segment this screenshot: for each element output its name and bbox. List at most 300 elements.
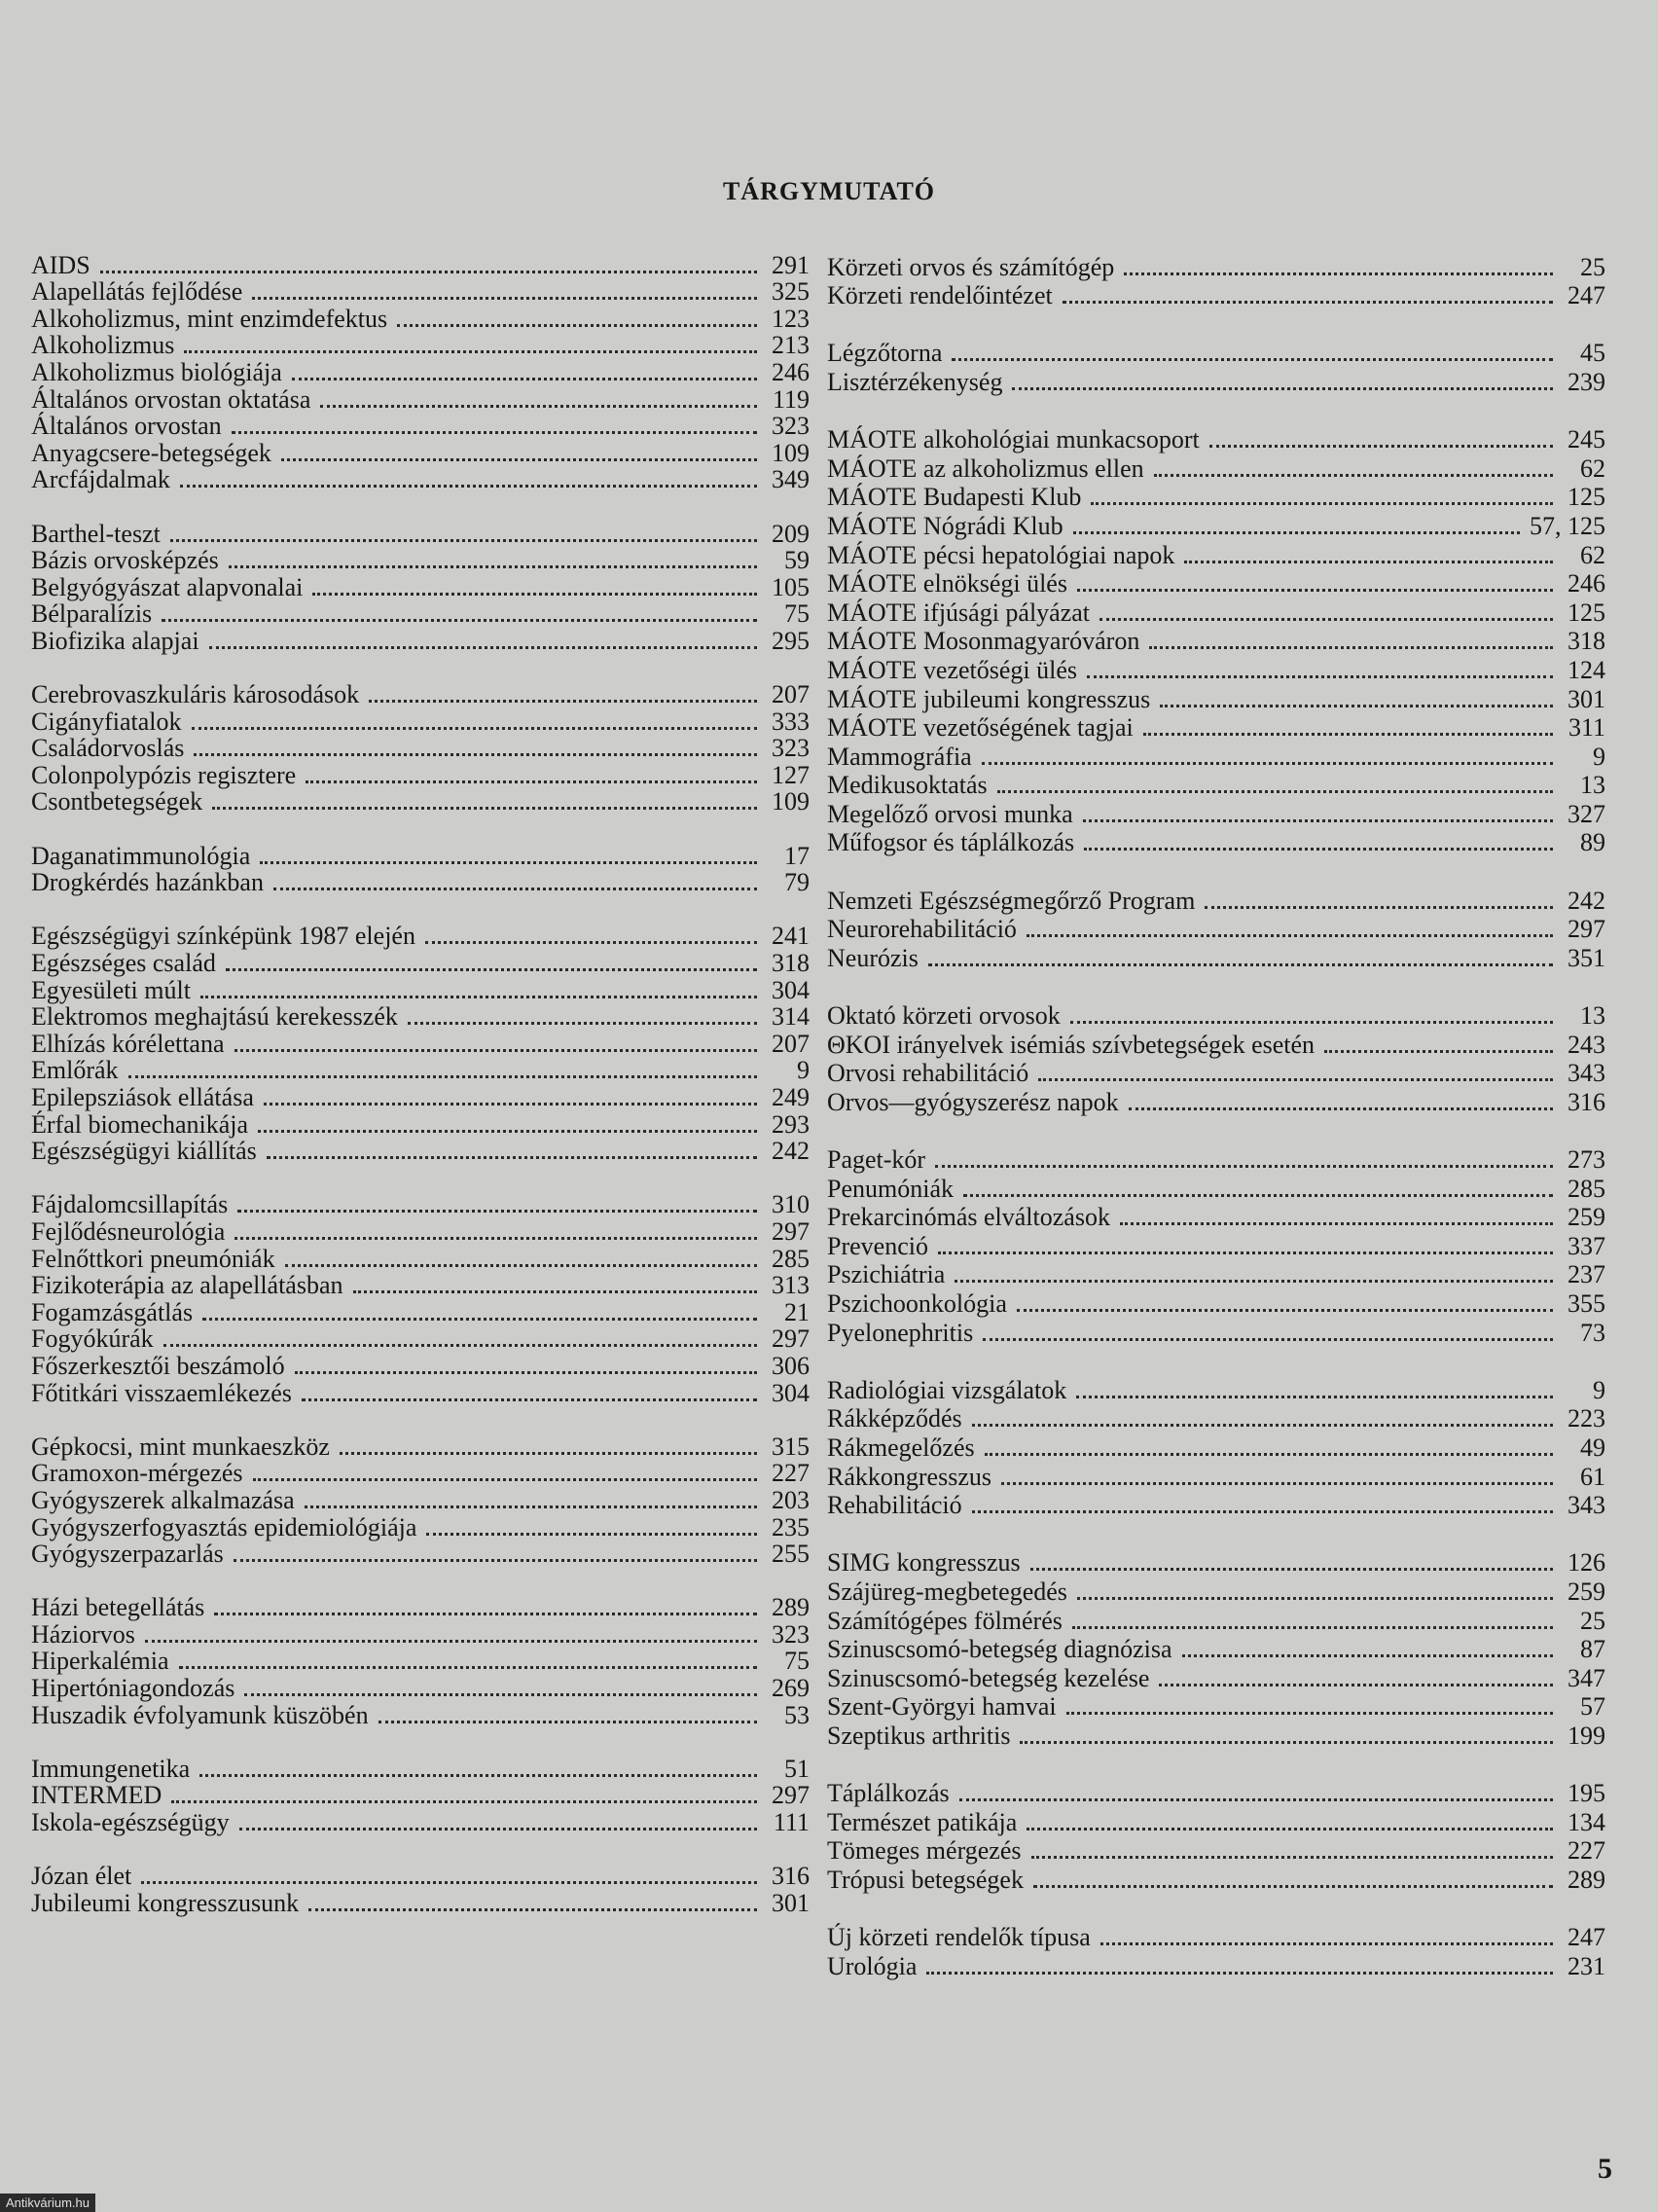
index-term: Alkoholizmus [31,331,175,360]
index-term: Emlőrák [31,1056,119,1085]
index-entry [31,1432,810,1460]
dot-leader [1020,1741,1553,1744]
dot-leader [1072,1626,1553,1629]
dot-leader [985,1453,1553,1456]
index-letter-group [827,885,1605,971]
dot-leader [179,1666,758,1669]
index-term: Háziorvos [31,1619,135,1649]
index-entry [827,251,1605,280]
index-page-ref: 327 [1568,799,1605,828]
dot-leader [928,963,1553,966]
dot-leader [234,1049,757,1052]
dot-leader [253,1478,757,1481]
index-page-ref: 297 [772,1216,810,1246]
index-entry [827,1287,1605,1317]
index-page-ref: 49 [1580,1432,1605,1462]
index-term: Pyelonephritis [827,1318,974,1347]
dot-leader [353,1290,757,1293]
index-entry [827,1432,1605,1461]
index-term: Szájüreg-megbetegedés [827,1577,1067,1606]
index-term: Anyagcsere-betegségek [31,438,271,467]
dot-leader [128,1075,757,1078]
index-page-ref: 246 [772,357,810,386]
index-entry [827,1173,1605,1202]
index-entry [827,424,1605,453]
index-entry [31,1701,810,1728]
index-entry [827,539,1605,568]
index-entry [827,1576,1605,1605]
index-entry [31,385,810,413]
dot-leader [264,1103,757,1106]
dot-leader [258,1130,757,1133]
index-term: Általános orvostan [31,412,222,441]
index-page-ref: 45 [1580,339,1605,368]
index-entry [827,1634,1605,1663]
index-term: Epilepsziások ellátása [31,1083,254,1111]
index-page-ref: 333 [772,707,810,736]
index-letter-group [827,251,1605,308]
index-entry [827,1374,1605,1403]
index-page-ref: 343 [1568,1491,1605,1520]
index-entry [827,1691,1605,1721]
index-page-ref: 125 [1568,598,1605,627]
index-page-ref: 195 [1568,1779,1605,1808]
dot-leader [163,1344,757,1347]
index-page-ref: 297 [1568,915,1605,944]
index-term: Biofizika alapjai [31,626,199,655]
index-entry [31,1541,810,1568]
dot-leader [397,324,757,327]
dot-leader [199,1774,757,1777]
index-page-ref: 343 [1568,1059,1605,1088]
dot-leader [212,807,757,810]
index-page-ref: 311 [1568,713,1605,743]
index-entry [827,568,1605,598]
index-entry [31,949,810,976]
index-entry [31,573,810,600]
index-term: MÁOTE pécsi hepatológiai napok [827,540,1175,569]
index-term: Rákmegelőzés [827,1432,975,1462]
index-term: Táplálkozás [827,1779,950,1808]
index-letter-group [827,338,1605,395]
index-term: Fizikoterápia az alapellátásban [31,1271,343,1300]
dot-leader [1030,1568,1553,1571]
dot-leader [292,378,757,381]
index-entry [827,366,1605,395]
index-entry [31,1460,810,1487]
index-entry [827,1403,1605,1432]
dot-leader [244,1693,757,1696]
dot-leader [426,1533,757,1536]
index-page-ref: 314 [772,1002,810,1032]
index-letter-group [827,1374,1605,1518]
index-page-ref: 310 [772,1190,810,1219]
dot-leader [285,1264,757,1267]
dot-leader [1120,1222,1553,1225]
index-page-ref: 323 [772,412,810,441]
index-entry [31,627,810,654]
index-page-ref: 109 [772,438,810,467]
dot-leader [1143,733,1553,736]
index-term: Természet patikája [827,1807,1018,1836]
index-page-ref: 242 [772,1137,810,1166]
index-term: Egyesületi múlt [31,975,191,1004]
dot-leader [214,1613,757,1615]
index-term: Általános orvostan oktatása [31,384,311,414]
index-term: AIDS [31,250,90,279]
index-page-ref: 9 [1593,1375,1605,1404]
index-letter-group [31,1432,810,1567]
index-term: Főtitkári visszaemlékezés [31,1378,292,1407]
dot-leader [100,271,757,273]
dot-leader [1209,445,1553,448]
dot-leader [273,888,757,890]
dot-leader [1083,819,1553,822]
dot-leader [194,753,757,756]
index-term: Pszichiátria [827,1260,946,1289]
dot-leader [1149,646,1553,649]
index-letter-group [827,424,1605,856]
index-term: Medikusoktatás [827,771,988,800]
index-entry [827,1230,1605,1259]
dot-leader [959,1798,1553,1801]
dot-leader [281,458,757,461]
index-term: Szeptikus arthritis [827,1721,1011,1750]
index-page-ref: 297 [772,1324,810,1354]
index-term: Házi betegellátás [31,1593,205,1622]
index-term: Műfogsor és táplálkozás [827,828,1075,857]
index-entry [31,707,810,735]
dot-leader [237,1210,757,1213]
index-entry [31,1674,810,1701]
index-term: MÁOTE Budapesti Klub [827,483,1082,512]
index-entry [827,510,1605,539]
index-entry [827,482,1605,511]
index-letter-group [827,1921,1605,1978]
dot-leader [1077,1597,1553,1600]
index-term: Gépkocsi, mint munkaeszköz [31,1432,330,1461]
dot-leader [952,358,1553,361]
index-page-ref: 293 [772,1109,810,1139]
index-page-ref: 227 [1568,1836,1605,1866]
index-term: MÁOTE Nógrádi Klub [827,511,1063,540]
dot-leader [1182,1654,1553,1657]
index-entry [827,1058,1605,1087]
dot-leader [1084,848,1553,851]
index-entry [31,439,810,466]
dot-leader [180,485,757,488]
index-page-ref: 213 [772,331,810,360]
index-page-ref: 111 [773,1808,810,1837]
dot-leader [972,1424,1553,1427]
index-page-ref: 243 [1568,1030,1605,1059]
index-letter-group [827,1777,1605,1892]
dot-leader [935,1165,1553,1168]
index-entry [827,1202,1605,1231]
index-entry [31,842,810,869]
index-term: Gramoxon-mérgezés [31,1459,243,1488]
dot-leader [202,1318,757,1321]
index-term: MÁOTE vezetőségi ülés [827,655,1078,684]
index-term: Oktató körzeti orvosok [827,1001,1061,1031]
index-page-ref: 318 [772,949,810,978]
index-term: Trópusi betegségek [827,1865,1024,1894]
index-page-ref: 13 [1580,771,1605,800]
dot-leader [997,790,1553,793]
index-entry [31,1030,810,1057]
index-term: Pszichoonkológia [827,1288,1007,1318]
index-page-ref: 318 [1568,627,1605,656]
index-page-ref: 13 [1580,1001,1605,1031]
index-term: Gyógyszerek alkalmazása [31,1485,295,1514]
index-term: Csontbetegségek [31,787,203,816]
index-entry [827,1143,1605,1173]
index-letter-group [827,1143,1605,1345]
dot-leader [1324,1050,1553,1053]
dot-leader [295,1371,757,1374]
dot-leader [226,968,757,971]
index-page-ref: 87 [1580,1635,1605,1664]
index-entry [31,1352,810,1379]
dot-leader [145,1640,757,1643]
index-entry [31,1755,810,1782]
dot-leader [1027,1828,1553,1831]
index-entry [827,1921,1605,1950]
dot-leader [229,565,757,568]
index-entry [31,735,810,762]
index-page-ref: 325 [772,277,810,307]
dot-leader [938,1251,1553,1254]
index-entry [827,712,1605,742]
index-term: Neurorehabilitáció [827,915,1017,944]
index-page-ref: 246 [1568,569,1605,598]
index-page-ref: 199 [1568,1721,1605,1750]
index-entry [827,827,1605,856]
index-page-ref: 207 [772,1029,810,1058]
dot-leader [1033,1885,1553,1888]
index-page-ref: 227 [772,1459,810,1488]
dot-leader [963,1194,1553,1197]
index-page-ref: 62 [1580,540,1605,569]
index-term: Légzőtorna [827,339,943,368]
index-page-ref: 9 [797,1056,810,1085]
index-page-ref: 285 [772,1244,810,1273]
index-term: Neurózis [827,943,919,972]
index-page-ref: 323 [772,734,810,763]
dot-leader [982,762,1553,765]
index-letter-group [31,1863,810,1916]
dot-leader [1031,1856,1554,1859]
index-column-right [827,251,1605,1979]
index-page-ref: 347 [1568,1663,1605,1692]
dot-leader [1100,1942,1553,1945]
index-page-ref: 247 [1568,1923,1605,1952]
index-term: Alapellátás fejlődése [31,277,243,307]
dot-leader [1077,589,1553,592]
dot-leader [260,861,757,864]
index-term: Megelőző orvosi munka [827,799,1073,828]
index-page-ref: 316 [772,1862,810,1891]
index-entry [31,1083,810,1110]
index-page-ref: 351 [1568,943,1605,972]
index-term: Egészségügyi színképünk 1987 elején [31,922,415,951]
dot-leader [234,1559,757,1562]
dot-leader [1017,1309,1553,1312]
dot-leader [972,1510,1553,1513]
dot-leader [232,431,757,434]
index-page-ref: 239 [1568,367,1605,396]
index-page-ref: 134 [1568,1807,1605,1836]
index-page-ref: 89 [1580,828,1605,857]
index-term: Gyógyszerfogyasztás epidemiológiája [31,1512,417,1541]
index-letter-group [31,1755,810,1835]
index-term: Alkoholizmus, mint enzimdefektus [31,304,388,333]
index-entry [31,1863,810,1890]
dot-leader [1063,301,1553,304]
index-term: Huszadik évfolyamunk küszöbén [31,1700,369,1729]
index-term: Barthel-teszt [31,519,161,548]
index-page-ref: 57, 125 [1530,511,1605,540]
dot-leader [1012,387,1553,390]
index-entry [827,338,1605,367]
index-term: Érfal biomechanikája [31,1109,249,1139]
index-entry [827,999,1605,1029]
dot-leader [141,1881,757,1884]
index-term: Fejlődésneurológia [31,1216,226,1246]
index-term: Rákkongresszus [827,1462,991,1491]
index-page-ref: 223 [1568,1404,1605,1433]
index-term: MÁOTE Mosonmagyaróváron [827,627,1140,656]
dot-leader [184,350,757,353]
index-entry [827,280,1605,309]
dot-leader [1205,906,1553,909]
index-page-ref: 349 [772,465,810,494]
index-term: Arcfájdalmak [31,465,170,494]
dot-leader [926,1972,1553,1975]
index-entry [31,1110,810,1138]
index-page-ref: 304 [772,975,810,1004]
index-entry [31,278,810,306]
index-page-ref: 25 [1580,1606,1605,1635]
dot-leader [200,996,757,998]
index-entry [827,1461,1605,1490]
dot-leader [1076,1396,1553,1398]
index-entry [827,654,1605,683]
index-term: Bélparalízis [31,599,153,629]
dot-leader [171,1800,757,1803]
index-term: Hipertóniagondozás [31,1674,235,1703]
index-entry [31,923,810,950]
index-page-ref: 273 [1568,1145,1605,1174]
index-entry [827,1259,1605,1288]
dot-leader [369,700,757,703]
index-entry [31,466,810,493]
index-term: Gyógyszerpazarlás [31,1540,224,1569]
index-entry [31,1138,810,1165]
index-term: Fájdalomcsillapítás [31,1190,229,1219]
index-page-ref: 57 [1580,1692,1605,1722]
dot-leader [1070,1021,1553,1024]
index-term: Egészségügyi kiállítás [31,1137,257,1166]
index-entry [31,1217,810,1245]
index-term: Nemzeti Egészségmegőrző Program [827,886,1196,915]
index-term: Családorvoslás [31,734,185,763]
index-page-ref: 237 [1568,1260,1605,1289]
index-page-ref: 207 [772,680,810,709]
index-page-ref: 337 [1568,1231,1605,1260]
index-page-ref: 235 [772,1512,810,1541]
index-entry [31,1325,810,1353]
index-page-ref: 125 [1568,483,1605,512]
dot-leader [1159,1684,1553,1686]
index-entry [827,1835,1605,1865]
index-page-ref: 297 [772,1781,810,1810]
index-entry [31,1298,810,1325]
watermark: Antikvárium.hu [0,2194,95,2212]
index-letter-group [31,842,810,895]
index-term: Orvos—gyógyszerész napok [827,1087,1119,1116]
index-page-ref: 315 [772,1432,810,1461]
index-page-ref: 75 [784,599,810,629]
dot-leader [239,1828,757,1831]
index-page-ref: 61 [1580,1462,1605,1491]
index-entry [31,681,810,708]
dot-leader [1091,502,1553,505]
index-term: ΘKOI irányelvek isémiás szívbetegségek esetén [827,1030,1316,1059]
index-entry [827,626,1605,655]
dot-leader [1124,272,1553,275]
index-entry [827,1950,1605,1979]
page-title: TÁRGYMUTATÓ [722,177,936,205]
index-page-ref: 109 [772,787,810,816]
index-page-ref: 53 [784,1700,810,1729]
index-page-ref: 62 [1580,453,1605,483]
index-page-ref: 323 [772,1619,810,1649]
index-term: Józan élet [31,1862,132,1891]
dot-leader [192,727,757,730]
dot-leader [408,1022,757,1025]
index-page-ref: 21 [784,1297,810,1326]
index-entry [827,770,1605,799]
dot-leader [378,1721,757,1723]
index-page-ref: 126 [1568,1548,1605,1577]
index-page-ref: 289 [772,1593,810,1622]
index-term: MÁOTE az alkoholizmus ellen [827,453,1144,483]
index-term: Colonpolypózis regisztere [31,760,297,789]
index-term: Penumóniák [827,1174,954,1203]
index-entry [31,761,810,788]
index-term: Jubileumi kongresszusunk [31,1888,300,1917]
index-entry [31,976,810,1003]
index-term: Radiológiai vizsgálatok [827,1375,1067,1404]
index-entry [31,251,810,278]
index-column-left [31,251,810,1916]
index-term: Szinuscsomó-betegség kezelése [827,1663,1150,1692]
dot-leader [1129,1107,1553,1110]
index-term: MÁOTE elnökségi ülés [827,569,1067,598]
index-page-ref: 75 [784,1647,810,1676]
dot-leader [1001,1482,1553,1485]
index-term: Fogyókúrák [31,1324,154,1354]
index-entry [827,1605,1605,1634]
index-term: Cigányfiatalok [31,707,182,736]
index-page-ref: 249 [772,1083,810,1111]
index-entry [31,358,810,385]
index-page-ref: 259 [1568,1577,1605,1606]
index-page-ref: 127 [772,760,810,789]
index-page-ref: 203 [772,1485,810,1514]
index-term: Szinuscsomó-betegség diagnózisa [827,1635,1172,1664]
